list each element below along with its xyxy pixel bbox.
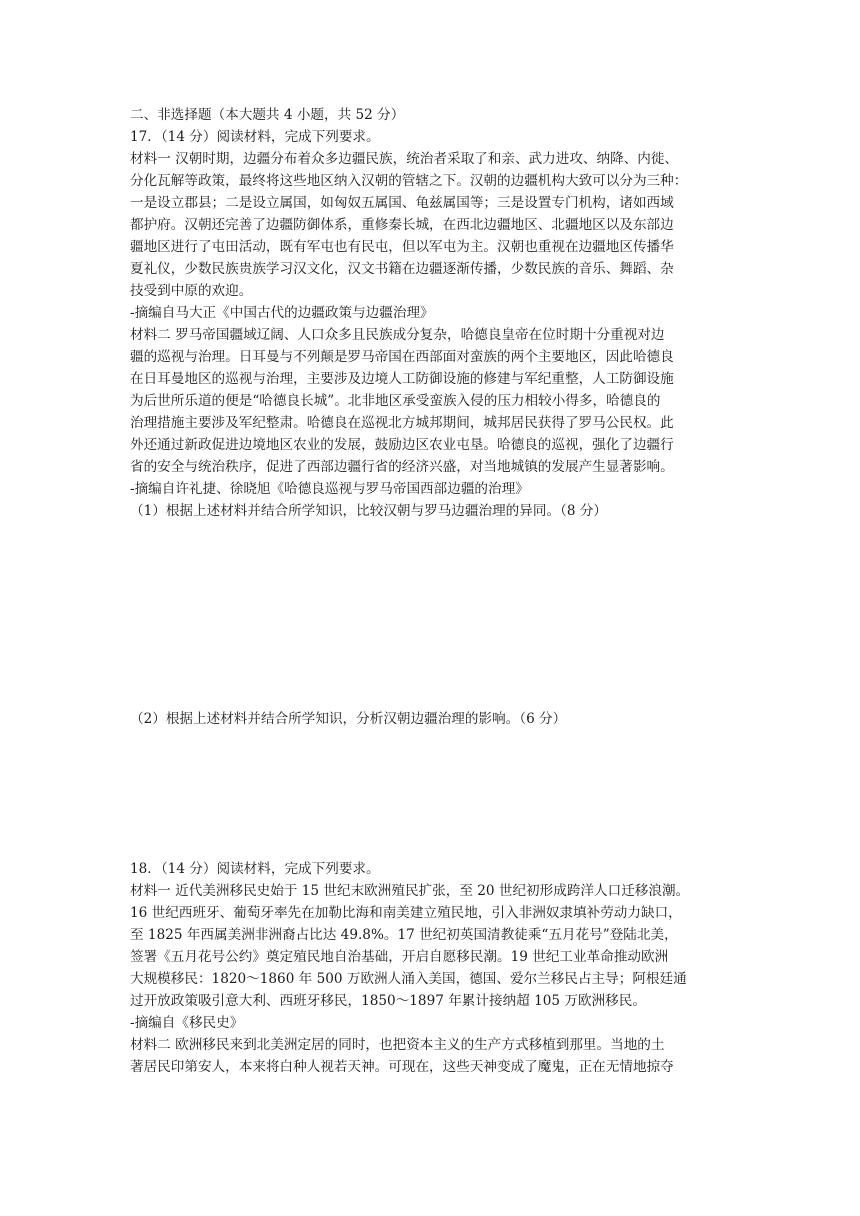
paragraph-line: 签署《五月花号公约》奠定殖民地自治基础，开启自愿移民潮。19 世纪工业革命推动欧洲 <box>130 949 669 965</box>
q17-question-1: （1）根据上述材料并结合所学知识，比较汉朝与罗马边疆治理的异同。（8 分） <box>130 503 608 519</box>
answer-space-1 <box>130 522 730 708</box>
exam-page <box>130 104 730 1078</box>
paragraph-line: 省的安全与统治秩序，促进了西部边疆行省的经济兴盛，对当地城镇的发展产生显著影响。 <box>130 459 674 475</box>
paragraph-line: 一是设立郡县；二是设立属国，如匈奴五属国、龟兹属国等；三是设置专门机构，诸如西域 <box>130 195 674 211</box>
q18-source-1: -摘编自《移民史》 <box>130 1015 244 1031</box>
paragraph-line: 大规模移民：1820～1860 年 500 万欧洲人涌入美国，德国、爱尔兰移民占主导；阿根廷通 <box>130 971 687 987</box>
paragraph-line: 在日耳曼地区的巡视与治理，主要涉及边境人工防御设施的修建与军纪重整，人工防御设施 <box>130 371 674 387</box>
paragraph-line: 分化瓦解等政策，最终将这些地区纳入汉朝的管辖之下。汉朝的边疆机构大致可以分为三种： <box>130 173 688 189</box>
paragraph-line: 都护府。汉朝还完善了边疆防御体系，重修秦长城，在西北边疆地区、北疆地区以及东部边 <box>130 217 674 233</box>
answer-space-2 <box>130 730 730 858</box>
paragraph-line: 过开放政策吸引意大利、西班牙移民，1850～1897 年累计接纳超 105 万欧洲移民。 <box>130 993 646 1009</box>
paragraph-line: 为后世所乐道的便是“哈德良长城”。北非地区承受蛮族入侵的压力相较小得多，哈德良的 <box>130 393 661 409</box>
paragraph-line: 材料二 欧洲移民来到北美洲定居的同时，也把资本主义的生产方式移植到那里。当地的土 <box>130 1037 665 1053</box>
paragraph-line: 疆的巡视与治理。日耳曼与不列颠是罗马帝国在西部面对蛮族的两个主要地区，因此哈德良 <box>130 349 674 365</box>
paragraph-line: 治理措施主要涉及军纪整肃。哈德良在巡视北方城邦期间，城邦居民获得了罗马公民权。此 <box>130 415 674 431</box>
q17-material-2 <box>130 324 730 478</box>
q17-source-2: -摘编自许礼捷、徐晓旭《哈德良巡视与罗马帝国西部边疆的治理》 <box>130 481 529 497</box>
q17-header: 17．（14 分）阅读材料，完成下列要求。 <box>130 129 380 145</box>
q18-material-2 <box>130 1034 730 1078</box>
question-18 <box>130 858 730 1078</box>
paragraph-line: 外还通过新政促进边境地区农业的发展，鼓励边区农业屯垦。哈德良的巡视，强化了边疆行 <box>130 437 674 453</box>
paragraph-line: 技受到中原的欢迎。 <box>130 283 253 299</box>
paragraph-line: 材料一 近代美洲移民史始于 15 世纪末欧洲殖民扩张，至 20 世纪初形成跨洋人口迁移浪潮。 <box>130 883 690 899</box>
q17-question-2: （2）根据上述材料并结合所学知识，分析汉朝边疆治理的影响。（6 分） <box>130 711 567 727</box>
paragraph-line: 材料一 汉朝时期，边疆分布着众多边疆民族，统治者采取了和亲、武力进攻、纳降、内徙、 <box>130 151 679 167</box>
section-title: 二、非选择题（本大题共 4 小题，共 52 分） <box>130 107 405 123</box>
paragraph-line: 材料二 罗马帝国疆域辽阔、人口众多且民族成分复杂，哈德良皇帝在位时期十分重视对边 <box>130 327 665 343</box>
q17-material-1 <box>130 148 730 302</box>
paragraph-line: 16 世纪西班牙、葡萄牙率先在加勒比海和南美建立殖民地，引入非洲奴隶填补劳动力缺口， <box>130 905 682 921</box>
q18-material-1 <box>130 880 730 1012</box>
paragraph-line: 疆地区进行了屯田活动，既有军屯也有民屯，但以军屯为主。汉朝也重视在边疆地区传播华 <box>130 239 674 255</box>
paragraph-line: 夏礼仪，少数民族贵族学习汉文化，汉文书籍在边疆逐渐传播，少数民族的音乐、舞蹈、杂 <box>130 261 674 277</box>
paragraph-line: 至 1825 年西属美洲非洲裔占比达 49.8%。17 世纪初英国清教徒乘“五月花号”登陆北美， <box>130 927 678 943</box>
paragraph-line: 著居民印第安人，本来将白种人视若天神。可现在，这些天神变成了魔鬼，正在无情地掠夺 <box>130 1059 674 1075</box>
q18-header: 18．（14 分）阅读材料，完成下列要求。 <box>130 861 380 877</box>
q17-source-1: -摘编自马大正《中国古代的边疆政策与边疆治理》 <box>130 305 434 321</box>
question-17 <box>130 126 730 858</box>
